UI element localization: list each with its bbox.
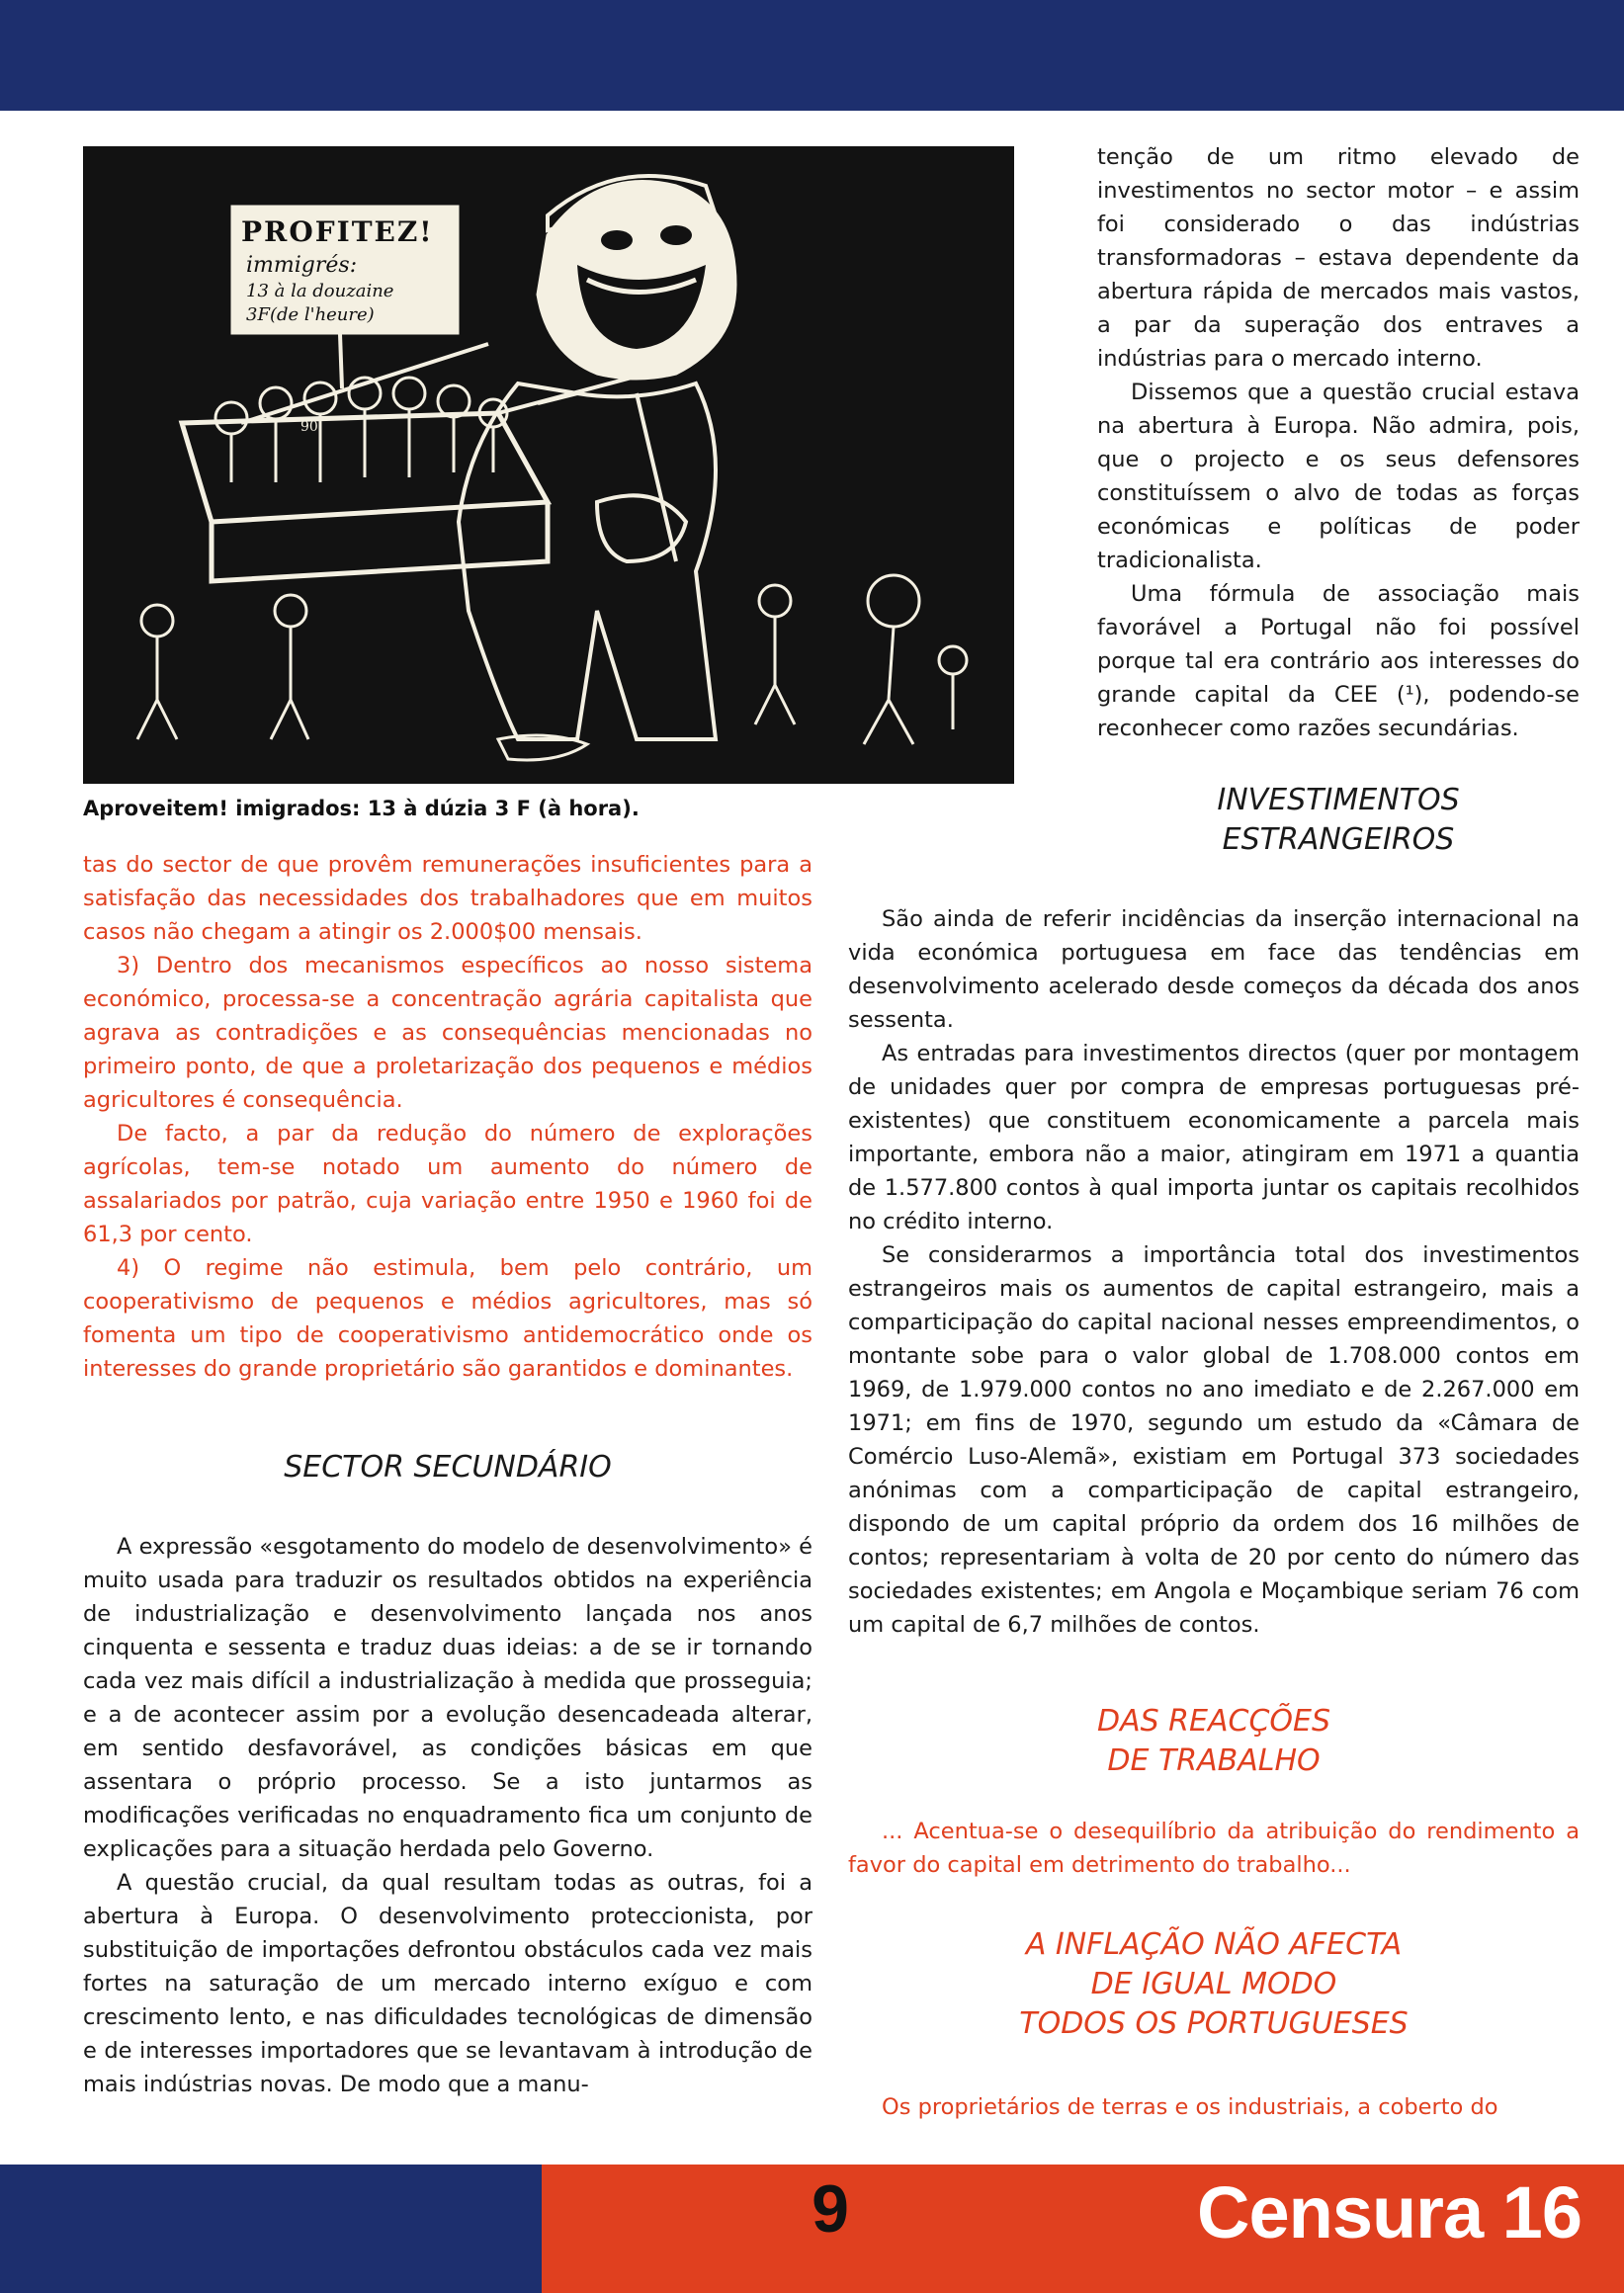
paragraph: Se considerarmos a importância total dos investimentos estrangeiros mais os aumentos de capital estrangeiro, mais a comparticipação do capital nacional nesses empreendimentos, o montante sobe para o valor global de 1.708.000 contos em 1969, de 1.979.000 contos no ano imediato e de 2.267.000 em 1971; em fins de 1970, segundo um estudo da «Câmara de Comércio Luso-Alemã», existiam em Portugal 373 sociedades anónimas com a comparticipação de capital estrangeiro, dispondo de um capital próprio da ordem dos 16 milhões de contos; representariam à volta de 20 por cento do número das sociedades existentes; em Angola e Moçambique seriam 76 com um capital de 6,7 milhões de contos. bbox=[848, 1242, 1580, 1638]
heading-line: TODOS OS PORTUGUESES bbox=[1019, 2006, 1409, 2041]
paragraph: Dissemos que a questão crucial estava na abertura à Europa. Não admira, pois, que o projecto e os seus defensores constituíssem o alvo de todas as forças económicas e políticas de poder tradicionalista. bbox=[1097, 380, 1580, 573]
paragraph: tas do sector de que provêm remunerações insuficientes para a satisfação das necessidades dos trabalhadores que em muitos casos não chegam a atingir os 2.000$00 mensais. bbox=[83, 852, 812, 945]
heading-line: A INFLAÇÃO NÃO AFECTA bbox=[1025, 1927, 1403, 1962]
reaccoes-text bbox=[848, 1815, 1580, 1882]
heading-reaccoes bbox=[848, 1702, 1580, 1781]
heading-line: DE TRABALHO bbox=[1107, 1743, 1321, 1778]
paragraph: tenção de um ritmo elevado de investimentos no sector motor – e assim foi considerado o das indústrias transformadoras – estava dependente da abertura rápida de mercados mais vastos, a par da superação dos entraves a indústrias para o mercado interno. bbox=[1097, 144, 1580, 372]
paragraph: As entradas para investimentos directos (quer por montagem de unidades quer por compra de empresas portuguesas pré-existentes) que constituem economicamente a parcela mais importante, embora não a maior, atingiram em 1971 a quantia de 1.577.800 contos à qual importa juntar os capitais recolhidos no crédito interno. bbox=[848, 1041, 1580, 1234]
paragraph: São ainda de referir incidências da inserção internacional na vida económica portuguesa em face das tendências em desenvolvimento acelerado desde começos da década dos anos sessenta. bbox=[848, 906, 1580, 1033]
heading-line: ESTRANGEIROS bbox=[1222, 822, 1455, 857]
sign-line-1: immigrés: bbox=[246, 253, 358, 278]
sign-line-3: 3F(de l'heure) bbox=[246, 304, 375, 325]
inflacao-text bbox=[848, 2090, 1580, 2124]
right-column-top bbox=[1097, 140, 1580, 745]
paragraph: De facto, a par da redução do número de explorações agrícolas, tem-se notado um aumento do número de assalariados por patrão, cuja variação entre 1950 e 1960 foi de 61,3 por cento. bbox=[83, 1121, 812, 1247]
heading-line: INVESTIMENTOS bbox=[1217, 783, 1460, 817]
paragraph: 4) O regime não estimula, bem pelo contrário, um cooperativismo de pequenos e médios agricultores, mas só fomenta um tipo de cooperativismo antidemocrático onde os interesses do grande proprietário são garantidos e dominantes. bbox=[83, 1255, 812, 1382]
paragraph: A questão crucial, da qual resultam todas as outras, foi a abertura à Europa. O desenvolvimento proteccionista, por substituição de importações defrontou obstáculos cada vez mais fortes na saturação de um mercado interno exíguo e com crescimento lento, e nas dificuldades tecnológicas de dimensão e de interesses importadores que se levantavam à introdução de mais indústrias novas. De modo que a manu- bbox=[83, 1870, 812, 2097]
cartoon-illustration bbox=[83, 146, 1014, 784]
paragraph: Os proprietários de terras e os industriais, a coberto do bbox=[882, 2094, 1498, 2120]
paragraph: A expressão «esgotamento do modelo de desenvolvimento» é muito usada para traduzir os resultados obtidos na experiência de industrialização e desenvolvimento lançada nos anos cinquenta e sessenta e traduz duas ideias: a de se ir tornando cada vez mais difícil a industrialização à medida que prosseguia; e a de acontecer assim por a evolução desencadeada alterar, em sentido desfavorável, as condições básicas em que assentara o próprio processo. Se a isto juntarmos as modificações verificadas no enquadramento fica um conjunto de explicações para a situação herdada pelo Governo. bbox=[83, 1534, 812, 1862]
paragraph: ... Acentua-se o desequilíbrio da atribuição do rendimento a favor do capital em detrimento do trabalho... bbox=[848, 1819, 1580, 1878]
left-column-red bbox=[83, 848, 812, 1386]
image-caption: Aproveitem! imigrados: 13 à dúzia 3 F (à hora). bbox=[83, 797, 640, 820]
heading-line: DE IGUAL MODO bbox=[1090, 1967, 1337, 2001]
paragraph: 3) Dentro dos mecanismos específicos ao nosso sistema económico, processa-se a concentração agrária capitalista que agrava as contradições e as consequências mencionadas no primeiro ponto, de que a proletarização dos pequenos e médios agricultores é consequência. bbox=[83, 953, 812, 1113]
paragraph: Uma fórmula de associação mais favorável a Portugal não foi possível porque tal era contrário aos interesses do grande capital da CEE (¹), podendo-se reconhecer como razões secundárias. bbox=[1097, 581, 1580, 741]
magazine-title: Censura 16 bbox=[1197, 2171, 1581, 2253]
heading-line: DAS REACÇÕES bbox=[1096, 1704, 1331, 1739]
right-column-mid bbox=[848, 902, 1580, 1642]
heading-investimentos bbox=[1097, 781, 1580, 860]
heading-sector-secundario: SECTOR SECUNDÁRIO bbox=[284, 1450, 612, 1485]
page-number: 9 bbox=[812, 2171, 849, 2247]
sign-title: PROFITEZ! bbox=[241, 215, 434, 248]
left-column-text bbox=[83, 1530, 812, 2101]
tag-label: 90 bbox=[300, 419, 318, 435]
top-band bbox=[0, 0, 1624, 111]
heading-inflacao bbox=[848, 1925, 1580, 2044]
cartoon-drawing bbox=[83, 146, 1014, 784]
sign-line-2: 13 à la douzaine bbox=[246, 281, 394, 301]
